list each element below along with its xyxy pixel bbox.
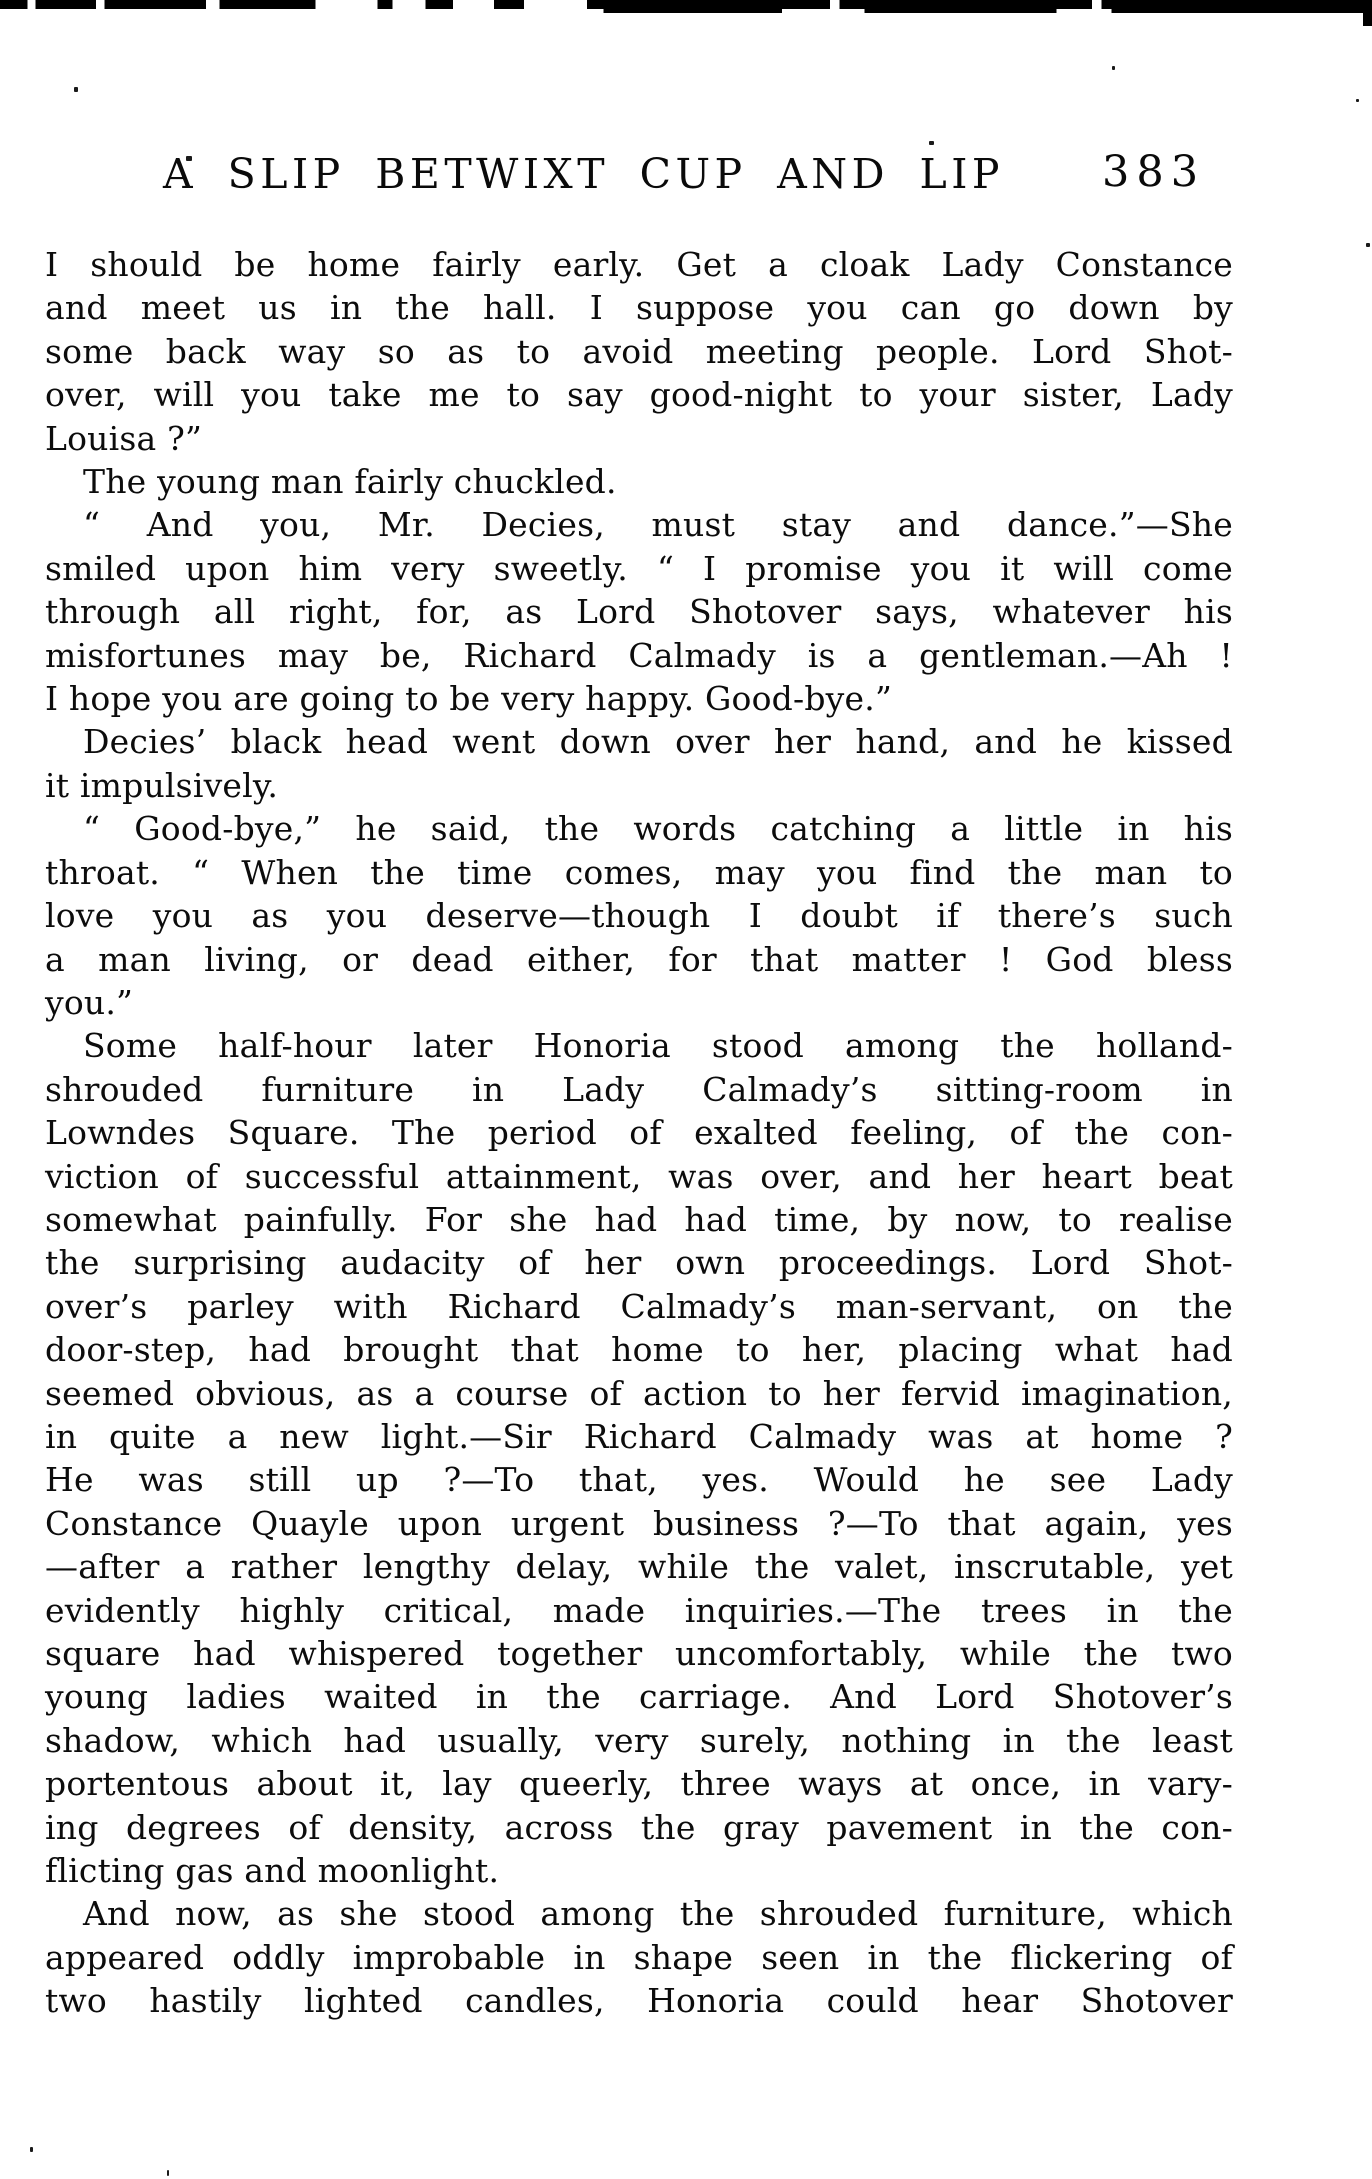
scan-speck: [167, 2170, 169, 2176]
page-number: 383: [1102, 147, 1206, 197]
running-head-title: A SLIP BETWIXT CUP AND LIP: [163, 150, 1005, 198]
paragraph: [45, 243, 1233, 460]
text-line: over’s parley with Richard Calmady’s man-servant, on the: [45, 1286, 1233, 1326]
text-line: over, will you take me to say good-night to your sister, Lady: [45, 375, 1233, 415]
text-line: misfortunes may be, Richard Calmady is a gentleman.—Ah !: [45, 635, 1233, 675]
text-line: portentous about it, lay queerly, three ways at once, in vary-: [45, 1764, 1233, 1804]
scan-speck: [929, 141, 934, 145]
text-line: seemed obvious, as a course of action to her fervid imagination,: [45, 1373, 1233, 1413]
text-line: The young man fairly chuckled.: [83, 462, 617, 502]
paragraph: [45, 807, 1233, 1024]
text-line: two hastily lighted candles, Honoria could hear Shotover: [45, 1981, 1233, 2021]
scan-edge-artifact: [1363, 0, 1372, 26]
scan-speck: [1366, 243, 1370, 247]
text-line: somewhat painfully. For she had had time, by now, to realise: [45, 1199, 1233, 1239]
text-line: love you as you deserve—though I doubt if there’s such: [45, 896, 1233, 936]
paragraph: [45, 460, 1233, 503]
paragraph: [45, 720, 1233, 807]
text-line: I hope you are going to be very happy. Good-bye.”: [45, 679, 893, 719]
text-line: young ladies waited in the carriage. And Lord Shotover’s: [45, 1677, 1233, 1717]
text-line: shrouded furniture in Lady Calmady’s sitting-room in: [45, 1069, 1233, 1109]
text-line: the surprising audacity of her own proceedings. Lord Shot-: [45, 1243, 1233, 1283]
scan-edge-artifact: [0, 0, 1372, 9]
text-line: Lowndes Square. The period of exalted feeling, of the con-: [45, 1113, 1233, 1153]
text-line: I should be home fairly early. Get a cloak Lady Constance: [45, 245, 1233, 284]
text-line: door-step, had brought that home to her, placing what had: [45, 1330, 1233, 1370]
text-line: it impulsively.: [45, 765, 279, 805]
text-line: viction of successful attainment, was over, and her heart beat: [45, 1156, 1233, 1196]
page-body: [45, 243, 1233, 2023]
text-line: throat. “ When the time comes, may you find the man to: [45, 852, 1233, 892]
text-line: you.”: [45, 982, 134, 1022]
text-line: square had whispered together uncomfortably, while the two: [45, 1634, 1233, 1673]
text-line: shadow, which had usually, very surely, nothing in the least: [45, 1720, 1233, 1760]
text-line: And now, as she stood among the shrouded furniture, which: [83, 1894, 1233, 1934]
text-line: —after a rather lengthy delay, while the valet, inscrutable, yet: [45, 1547, 1233, 1587]
text-line: in quite a new light.—Sir Richard Calmady was at home ?: [45, 1416, 1233, 1456]
text-line: Constance Quayle upon urgent business ?—To that again, yes: [45, 1503, 1233, 1543]
scan-edge-artifact: [0, 9, 1372, 13]
text-line: “ Good-bye,” he said, the words catching a little in his: [83, 809, 1233, 849]
scan-speck: [74, 87, 78, 92]
text-line: and meet us in the hall. I suppose you can go down by: [45, 288, 1233, 328]
text-line: He was still up ?—To that, yes. Would he see Lady: [45, 1460, 1233, 1500]
text-line: a man living, or dead either, for that matter ! God bless: [45, 939, 1233, 979]
text-line: some back way so as to avoid meeting people. Lord Shot-: [45, 331, 1233, 371]
text-line: Louisa ?”: [45, 418, 203, 458]
text-line: flicting gas and moonlight.: [45, 1851, 500, 1891]
text-line: Some half-hour later Honoria stood among the holland-: [83, 1026, 1233, 1066]
text-line: through all right, for, as Lord Shotover says, whatever his: [45, 592, 1233, 632]
text-line: “ And you, Mr. Decies, must stay and dance.”—She: [83, 505, 1233, 545]
paragraph: [45, 503, 1233, 720]
paragraph: [45, 1892, 1233, 2022]
scan-speck: [1356, 99, 1359, 102]
text-line: evidently highly critical, made inquiries.—The trees in the: [45, 1590, 1233, 1630]
scan-speck: [1112, 66, 1115, 70]
paragraph: [45, 1024, 1233, 1892]
text-line: smiled upon him very sweetly. “ I promise you it will come: [45, 548, 1233, 588]
text-line: Decies’ black head went down over her hand, and he kissed: [83, 722, 1233, 762]
scan-speck: [30, 2147, 33, 2152]
text-line: ing degrees of density, across the gray pavement in the con-: [45, 1807, 1233, 1847]
text-line: appeared oddly improbable in shape seen in the flickering of: [45, 1937, 1233, 1977]
